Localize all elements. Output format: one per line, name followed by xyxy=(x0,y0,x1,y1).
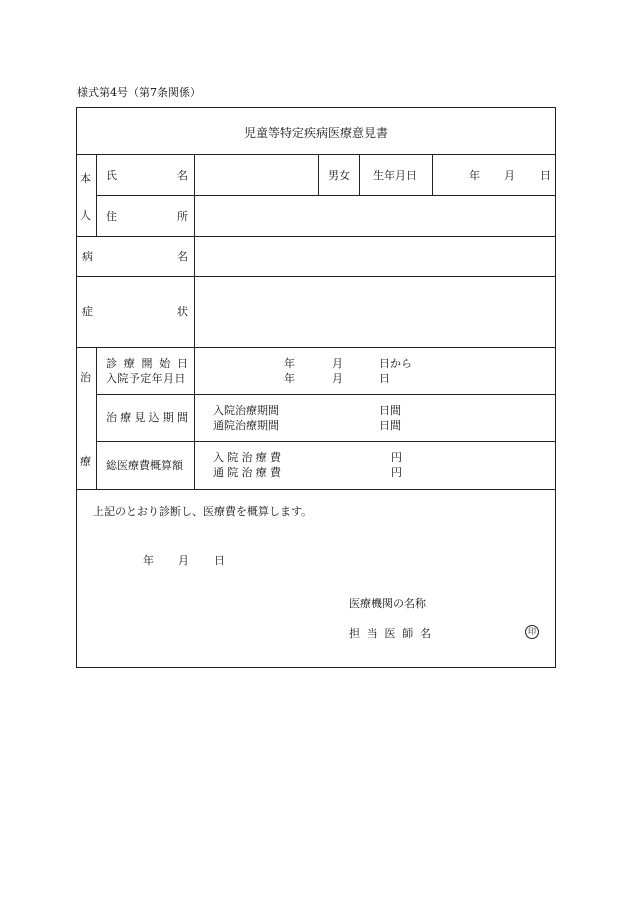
symptoms-label: 症 状 xyxy=(82,305,188,318)
admission-year-unit: 年 xyxy=(284,372,295,385)
date-year-unit: 年 xyxy=(143,554,154,567)
declaration-text: 上記のとおり診断し、医療費を概算します。 xyxy=(93,505,313,518)
outpatient-cost-label: 通 院 治 療 費 xyxy=(213,466,281,479)
start-month-unit: 月 xyxy=(332,357,343,370)
patient-group-char-2: 人 xyxy=(80,209,91,222)
disease-name-field[interactable] xyxy=(196,238,554,275)
sex-label: 男女 xyxy=(328,169,350,182)
outpatient-period-label: 通院治療期間 xyxy=(213,419,279,432)
birth-year-unit: 年 xyxy=(469,169,480,182)
doctor-name-label: 担 当 医 師 名 xyxy=(349,627,431,640)
birth-day-unit: 日 xyxy=(540,169,551,182)
treatment-period-label: 治 療 見 込 期 間 xyxy=(106,411,188,424)
seal-mark: 印 xyxy=(525,625,539,639)
start-year-unit: 年 xyxy=(284,357,295,370)
inpatient-cost-unit: 円 xyxy=(391,451,402,464)
birth-date-label: 生年月日 xyxy=(373,169,417,182)
outpatient-cost-unit: 円 xyxy=(391,466,402,479)
patient-group-char-1: 本 xyxy=(80,172,91,185)
treatment-start-label: 診 療 開 始 日 xyxy=(106,357,188,370)
form-title: 児童等特定疾病医療意見書 xyxy=(243,126,388,140)
treatment-group-char-1: 治 xyxy=(80,371,91,384)
total-cost-field[interactable] xyxy=(196,443,554,488)
address-label: 住 所 xyxy=(106,210,188,223)
inpatient-period-label: 入院治療期間 xyxy=(213,404,279,417)
outpatient-period-unit: 日間 xyxy=(379,419,401,432)
admission-date-label: 入院予定年月日 xyxy=(106,372,186,385)
form-number: 様式第4号（第7条関係） xyxy=(77,86,201,99)
treatment-period-field[interactable] xyxy=(196,396,554,440)
treatment-start-field[interactable] xyxy=(196,349,554,393)
symptoms-field[interactable] xyxy=(196,278,554,346)
date-day-unit: 日 xyxy=(214,554,225,567)
date-month-unit: 月 xyxy=(178,554,189,567)
birth-date-field[interactable] xyxy=(434,156,554,193)
total-cost-label: 総医療費概算額 xyxy=(106,459,183,472)
start-day-unit: 日から xyxy=(379,357,412,370)
inpatient-period-unit: 日間 xyxy=(379,404,401,417)
institution-name-label: 医療機関の名称 xyxy=(349,597,426,610)
address-field[interactable] xyxy=(196,197,554,234)
birth-month-unit: 月 xyxy=(504,169,515,182)
name-field[interactable] xyxy=(196,156,316,193)
inpatient-cost-label: 入 院 治 療 費 xyxy=(213,451,281,464)
treatment-group-char-2: 療 xyxy=(80,455,91,468)
disease-name-label: 病 名 xyxy=(82,250,188,263)
name-label: 氏 名 xyxy=(106,169,188,182)
admission-month-unit: 月 xyxy=(332,372,343,385)
admission-day-unit: 日 xyxy=(379,372,390,385)
